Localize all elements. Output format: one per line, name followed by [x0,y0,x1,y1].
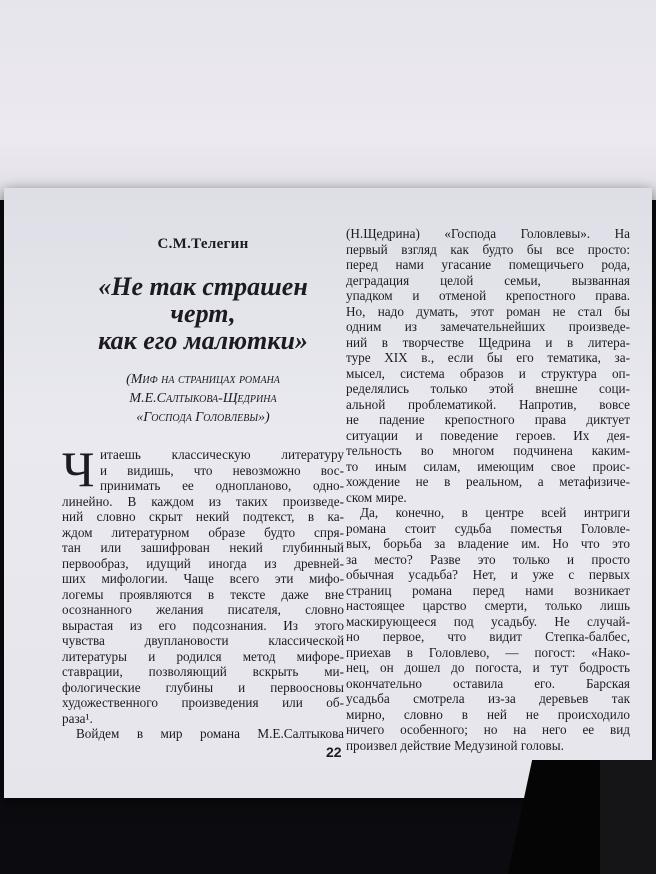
title-line: как его малютки» [98,326,308,355]
text-line: вых, борьба за владение им. Но что это [346,536,630,551]
text-line: обычная усадьба? Нет, и уже с первых [346,567,630,582]
text-line: и видишь, что невозможно вос- [100,462,344,478]
text-line: вырастая из его подсознания. Из этого [62,617,344,633]
text-line: нец, он дошел до погоста, и тут бодрость [346,660,630,675]
right-body-text [346,226,630,753]
text-line: приехав в Головлево, — погост: «Нако- [346,644,630,660]
text-line: ском мире. [346,489,407,505]
text-line: настоящее царство смерти, только лишь [346,598,630,613]
text-line: страниц романа перед нами возникает [346,582,630,598]
text-line: ний в творчестве Щедрина и в литера- [346,334,630,350]
text-line: линейно. В каждом из таких произведе- [62,493,344,509]
subtitle-line: М.Е.Салтыкова-Щедрина [129,391,277,406]
text-line: ний словно скрыт некий подтекст, в ка- [62,509,344,524]
text-line: романа стоит судьба поместья Головле- [346,520,630,536]
text-line: произвел действие Медузиной головы. [346,737,564,753]
text-line: первый взгляд как будто бы все просто: [346,241,630,257]
book-page [4,188,652,798]
text-line: ждом литературном образе будто спря- [62,524,344,540]
text-line: ределялись только этой внешне соци- [346,381,630,396]
text-line: за место? Разве это только и просто [346,551,630,567]
text-line: осознанного желания писателя, словно [62,602,344,617]
text-line: одним из замечательнейших произведе- [346,319,630,334]
text-line: не падение крепостного права диктует [346,412,630,427]
drop-cap: Ч [62,441,95,497]
text-line: раза¹. [62,710,93,726]
text-line: туре XIX в., если бы его тематика, за- [346,350,630,365]
text-line: но первое, что видит Степка-балбес, [346,629,630,644]
text-line: Войдем в мир романа М.Е.Салтыкова [76,726,344,741]
text-line: окончательно оставила его. Барская [346,675,630,691]
text-line: итаешь классическую литературу [100,447,344,462]
text-line: усадьба смотрела из-за деревьев так [346,691,630,706]
text-line: маскирующееся под усадьбу. Не случай- [346,613,630,629]
text-line: упадком и отменой крепостного права. [346,288,630,303]
text-line: Да, конечно, в центре всей интриги [360,505,630,520]
text-line: Но, надо думать, этот роман не стал бы [346,303,630,319]
text-line: ставрации, позволяющий вскрыть ми- [62,664,344,679]
previous-page-edge [0,0,656,200]
text-line: ситуации и поведение героев. Их дея- [346,427,630,443]
page-number: 22 [326,744,342,760]
text-line: литературы и родился метод мифоре- [62,648,344,664]
text-line: то иным силам, имеющим свое проис- [346,458,630,474]
text-line: принимать ее одноплановo, одно- [100,478,344,493]
title-line: «Не так страшен [98,272,308,301]
text-line: перед нами угасание помещичьего рода, [346,257,630,272]
text-line: деградация целой семьи, вызванная [346,272,630,288]
subtitle-line: «Господа Головлевы») [136,410,270,425]
text-line: мирно, словно в ней не происходило [346,706,630,722]
left-column [62,226,344,742]
text-line: ших мифологии. Чаще всего эти мифо- [62,571,344,586]
text-line: художественного произведения или об- [62,695,344,710]
text-line: хождение не в реальном, а метафизиче- [346,474,630,489]
text-line: тельность во многом подчинена каким- [346,443,630,458]
book-clip-shadow [600,760,656,874]
text-line: первообраз, идущий иногда из древней- [62,555,344,571]
author-name: С.М.Телегин [157,236,249,252]
text-line: ничего особенного; но на него ее вид [346,722,630,737]
right-column [346,226,630,753]
text-line: тан или зашифрован некий глубинный [62,540,344,555]
title-line: черт, [170,299,236,328]
text-line: (Н.Щедрина) «Господа Головлевы». На [346,226,630,241]
text-line: фологические глубины и первоосновы [62,679,344,695]
article-subtitle [62,370,344,427]
text-line: логемы проявляются в тексте даже вне [62,586,344,602]
text-line: альной проблематикой. Напротив, вовсе [346,396,630,412]
text-line: чувства двуплановости классической [62,633,344,648]
subtitle-line: (Миф на страницах романа [126,372,280,387]
article-title [62,273,344,354]
text-line: мысел, система образов и структура оп- [346,365,630,381]
left-body-text [62,441,344,742]
